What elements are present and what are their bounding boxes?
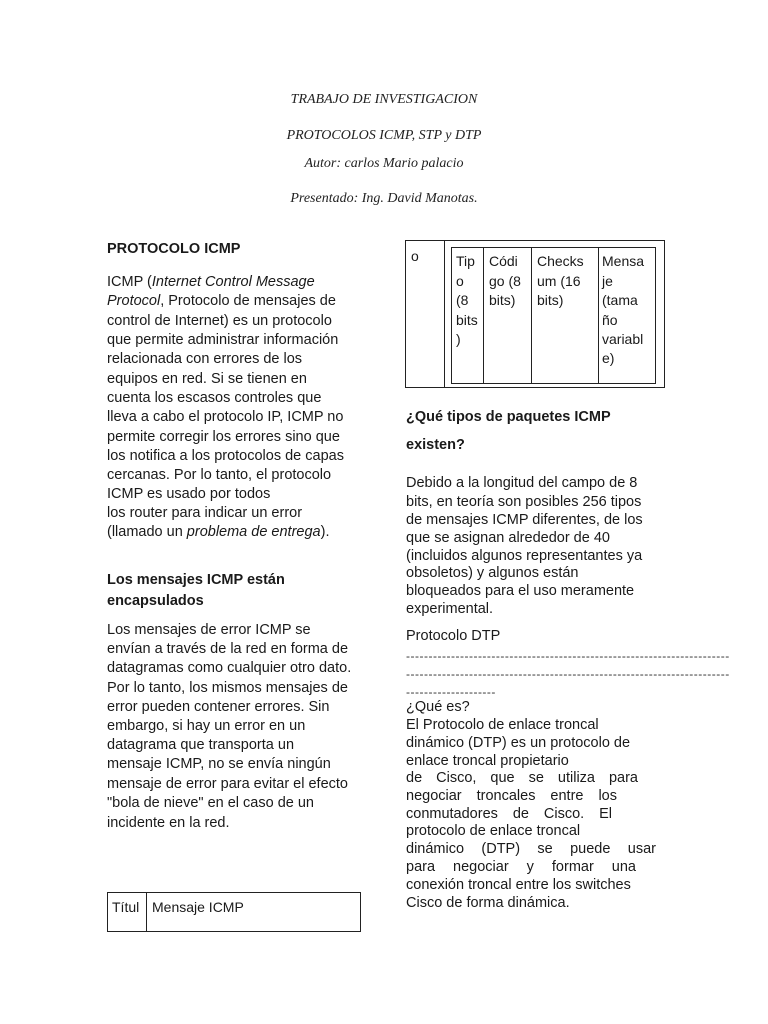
paragraph-line: para negociar y formar una	[406, 859, 636, 875]
text: ICMP (	[107, 274, 152, 290]
cell-line: Checks	[537, 253, 584, 269]
paragraph-line: negociar troncales entre los	[406, 788, 617, 804]
paragraph-line: ICMP es usado por todos	[107, 486, 271, 502]
text: (llamado un	[107, 524, 187, 540]
table-divider	[483, 247, 484, 384]
author-line: Autor: carlos Mario palacio	[304, 156, 464, 171]
paragraph-line: de mensajes ICMP diferentes, de los	[406, 512, 643, 528]
que-es-heading: ¿Qué es?	[406, 699, 470, 715]
paragraph-line: los router para indicar un error	[107, 505, 303, 521]
heading-tipos-paquetes-line2: existen?	[406, 437, 465, 453]
paragraph-line: enlace troncal propietario	[406, 753, 569, 769]
cell-line: (8	[456, 292, 469, 308]
paragraph-line: Cisco de forma dinámica.	[406, 895, 570, 911]
paragraph-line: Debido a la longitud del campo de 8	[406, 475, 638, 491]
italic-text: Protocol	[107, 293, 161, 309]
paragraph-line: "bola de nieve" en el caso de un	[107, 795, 315, 811]
italic-text: problema de entrega	[186, 524, 321, 540]
table-cell-message: Mensaje ICMP	[152, 899, 244, 915]
paragraph-line	[107, 292, 336, 311]
dash-separator: --------------------	[406, 685, 496, 699]
paragraph-line: embargo, si hay un error en un	[107, 718, 306, 734]
paragraph-line: mensaje de error para evitar el efecto	[107, 776, 348, 792]
cell-line: )	[456, 331, 461, 347]
paragraph-line: El Protocolo de enlace troncal	[406, 717, 599, 733]
table-divider	[444, 240, 445, 388]
cell-line: bits)	[489, 292, 516, 308]
heading-protocolo-icmp: PROTOCOLO ICMP	[107, 241, 241, 257]
paragraph-line: lleva a cabo el protocolo IP, ICMP no	[107, 409, 344, 425]
paragraph-line: incidente en la red.	[107, 815, 230, 831]
presented-line: Presentado: Ing. David Manotas.	[290, 191, 478, 206]
paragraph-line: experimental.	[406, 601, 494, 617]
cell-line: Códi	[489, 253, 518, 269]
paragraph-line: envían a través de la red en forma de	[107, 641, 349, 657]
text: , Protocolo de mensajes de	[160, 293, 336, 309]
cell-line: bits)	[537, 292, 564, 308]
paragraph-line: relacionada con errores de los	[107, 351, 303, 367]
paragraph-line: bloqueados para el uso meramente	[406, 583, 635, 599]
table-divider	[598, 247, 599, 384]
paragraph-line: cuenta los escasos controles que	[107, 390, 322, 406]
paragraph-line: control de Internet) es un protocolo	[107, 313, 332, 329]
paragraph-line: conexión troncal entre los switches	[406, 877, 631, 893]
paragraph-line: de Cisco, que se utiliza para	[406, 770, 638, 786]
paragraph-line: bits, en teoría son posibles 256 tipos	[406, 494, 642, 510]
paragraph-line: obsoletos) y algunos están	[406, 565, 579, 581]
paragraph-line: (incluidos algunos representantes ya	[406, 548, 643, 564]
cell-line: bits	[456, 312, 478, 328]
paragraph-line: datagramas como cualquier otro dato.	[107, 660, 352, 676]
paragraph-line: Los mensajes de error ICMP se	[107, 622, 311, 638]
document-subtitle: PROTOCOLOS ICMP, STP y DTP	[286, 128, 482, 143]
cell-line: um (16	[537, 273, 581, 289]
paragraph-line	[107, 273, 315, 292]
paragraph-line: equipos en red. Si se tienen en	[107, 371, 307, 387]
cell-line: ño	[602, 312, 618, 328]
paragraph-line: que permite administrar información	[107, 332, 339, 348]
paragraph-line: mensaje ICMP, no se envía ningún	[107, 756, 331, 772]
cell-line: je	[602, 273, 613, 289]
dash-separator: ------------------------------------------------------------------------	[406, 649, 730, 663]
paragraph-line: cercanas. Por lo tanto, el protocolo	[107, 467, 332, 483]
cell-line: (tama	[602, 292, 638, 308]
dtp-title: Protocolo DTP	[406, 628, 501, 644]
cell-line: variabl	[602, 331, 644, 347]
italic-text: Internet Control Message	[151, 274, 315, 290]
cell-line: e)	[602, 350, 615, 366]
table-cell-title: Títul	[112, 899, 140, 915]
paragraph-line: conmutadores de Cisco. El	[406, 806, 612, 822]
heading-encapsulados-line2: encapsulados	[107, 593, 204, 609]
paragraph-line	[107, 523, 329, 542]
paragraph-line: dinámico (DTP) se puede usar	[406, 841, 656, 857]
paragraph-line: dinámico (DTP) es un protocolo de	[406, 735, 631, 751]
cell-line: Tip	[456, 253, 475, 269]
text: ).	[320, 524, 330, 540]
heading-tipos-paquetes-line1: ¿Qué tipos de paquetes ICMP	[406, 409, 611, 425]
cell-line: o	[456, 273, 464, 289]
table-divider	[146, 892, 147, 932]
table-cell-o: o	[411, 248, 419, 264]
paragraph-line: protocolo de enlace troncal	[406, 823, 581, 839]
dash-separator: ------------------------------------------------------------------------	[406, 667, 730, 681]
table-divider	[531, 247, 532, 384]
paragraph-line: error pueden contener errores. Sin	[107, 699, 330, 715]
paragraph-line: Por lo tanto, los mismos mensajes de	[107, 680, 348, 696]
document-title: TRABAJO DE INVESTIGACION	[290, 92, 478, 107]
paragraph-line: permite corregir los errores sino que	[107, 429, 340, 445]
paragraph-line: los notifica a los protocolos de capas	[107, 448, 344, 464]
cell-line: Mensa	[602, 253, 645, 269]
heading-encapsulados-line1: Los mensajes ICMP están	[107, 572, 285, 588]
paragraph-line: que se asignan alrededor de 40	[406, 530, 610, 546]
paragraph-line: datagrama que transporta un	[107, 737, 295, 753]
cell-line: go (8	[489, 273, 521, 289]
